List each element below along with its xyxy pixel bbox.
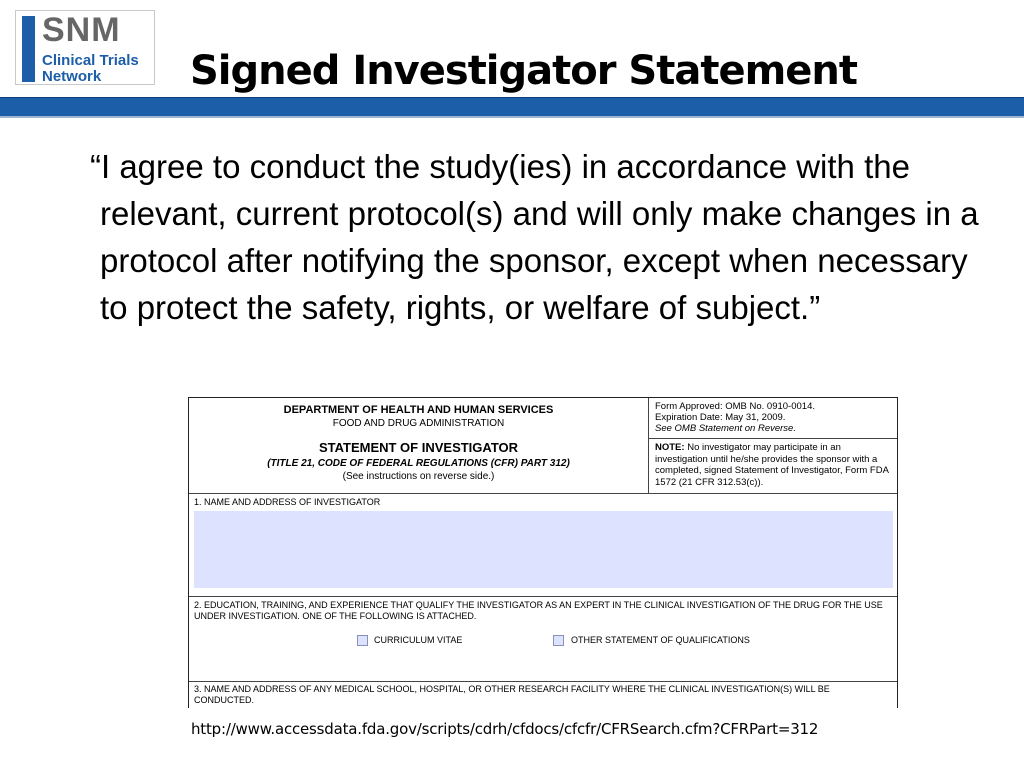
form-header-right [649, 398, 897, 493]
curriculum-vitae-checkbox[interactable] [357, 635, 368, 646]
fda-1572-form-image [188, 397, 898, 708]
curriculum-vitae-label: CURRICULUM VITAE [374, 635, 463, 645]
investigator-name-address-field[interactable] [194, 511, 893, 588]
form-approval-line1: Form Approved: OMB No. 0910-0014. [655, 401, 815, 412]
form-note-text: No investigator may participate in an investigation until he/she provides the sponsor with a completed, signed Statement of Investigator, Form FDA 1572 (21 CFR 312.53(c)). [655, 442, 889, 488]
form-header-left [189, 398, 649, 493]
form-header [189, 398, 897, 494]
title-divider [0, 97, 1024, 118]
form-approval-line2: Expiration Date: May 31, 2009. [655, 412, 786, 423]
investigator-quote: “I agree to conduct the study(ies) in accordance with the relevant, current protocol(s) and will only make changes in a protocol after notifying the sponsor, except when necessary to protect the safety, rights, or welfare of subject.” [90, 148, 979, 326]
other-qualifications-checkbox[interactable] [553, 635, 564, 646]
form-approval-line3: See OMB Statement on Reverse. [655, 423, 796, 434]
form-section-3 [189, 682, 897, 708]
logo-line-1: Clinical Trials [42, 52, 139, 69]
form-agency: FOOD AND DRUG ADMINISTRATION [332, 418, 505, 429]
section-3-label: 3. NAME AND ADDRESS OF ANY MEDICAL SCHOOL, HOSPITAL, OR OTHER RESEARCH FACILITY WHERE THE CLINICAL INVESTIGATION(S) WILL BE CONDUCTED. [194, 684, 830, 705]
form-title: STATEMENT OF INVESTIGATOR [318, 440, 519, 455]
logo-bar [22, 16, 35, 82]
form-section-1 [189, 494, 897, 597]
form-note-label: NOTE: [655, 442, 685, 453]
form-approval [655, 401, 893, 434]
form-instructions: (See instructions on reverse side.) [342, 471, 495, 482]
logo-line-2: Network [42, 68, 102, 85]
snm-logo [15, 10, 155, 85]
form-department: DEPARTMENT OF HEALTH AND HUMAN SERVICES [283, 404, 554, 416]
other-qualifications-label: OTHER STATEMENT OF QUALIFICATIONS [571, 635, 750, 645]
form-section-2 [189, 597, 897, 682]
section-2-label: 2. EDUCATION, TRAINING, AND EXPERIENCE THAT QUALIFY THE INVESTIGATOR AS AN EXPERT IN THE CLINICAL INVESTIGATION OF THE DRUG FOR THE USE UNDER INVESTIGATION. ONE OF THE FOLLOWING IS ATTACHED. [194, 600, 883, 621]
form-note-box [649, 438, 897, 494]
logo-wordmark: SNM [42, 11, 121, 49]
section-1-label: 1. NAME AND ADDRESS OF INVESTIGATOR [194, 497, 381, 507]
source-url[interactable]: http://www.accessdata.fda.gov/scripts/cdrh/cfdocs/cfcfr/CFRSearch.cfm?CFRPart=312 [191, 720, 819, 738]
form-regulation: (TITLE 21, CODE OF FEDERAL REGULATIONS (CFR) PART 312) [267, 458, 570, 469]
slide-title: Signed Investigator Statement [190, 48, 857, 94]
form-note [655, 442, 895, 488]
